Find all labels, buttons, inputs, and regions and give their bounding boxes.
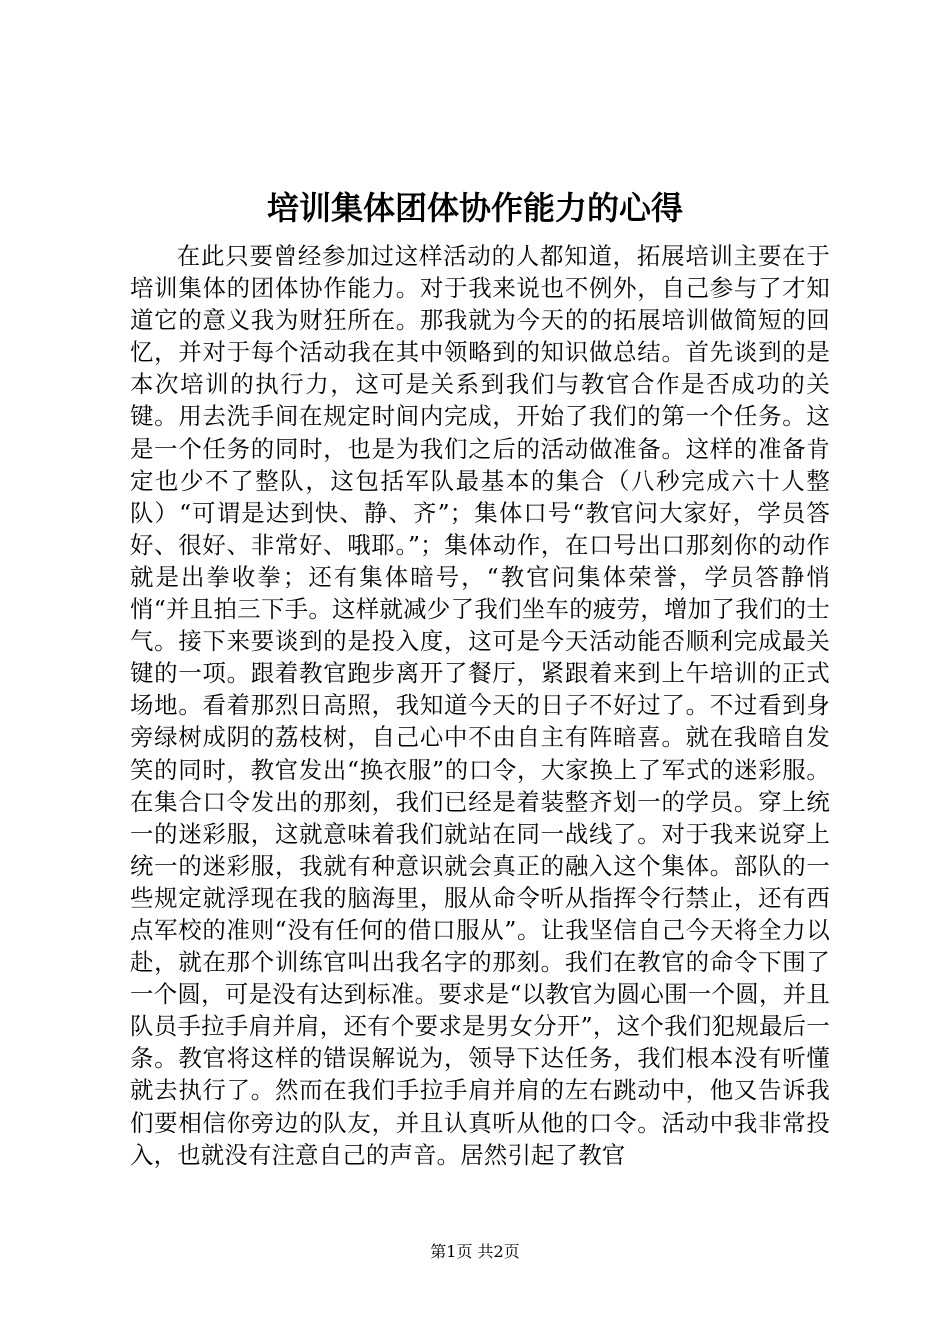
document-title: 培训集体团体协作能力的心得 — [266, 189, 683, 227]
body-paragraph: 在此只要曾经参加过这样活动的人都知道，拓展培训主要在于培训集体的团体协作能力。对于我来说也不例外，自己参与了才知道它的意义我为财狂所在。那我就为今天的的拓展培训做简短的回忆，并对于每个活动我在其中领略到的知识做总结。首先谈到的是本次培训的执行力，这可是关系到我们与教官合作是否成功的关键。用去洗手间在规定时间内完成，开始了我们的第一个任务。这是一个任务的同时，也是为我们之后的活动做准备。这样的准备肯定也少不了整队，这包括军队最基本的集合（八秒完成六十人整队）“可谓是达到快、静、齐”；集体口号“教官问大家好，学员答好、很好、非常好、哦耶。”；集体动作，在口号出口那刻你的动作就是出拳收拳；还有集体暗号，“教官问集体荣誉，学员答静悄悄“并且拍三下手。这样就减少了我们坐车的疲劳，增加了我们的士气。接下来要谈到的是投入度，这可是今天活动能否顺利完成最关键的一项。跟着教官跑步离开了餐厅，紧跟着来到上午培训的正式场地。看着那烈日高照，我知道今天的日子不好过了。不过看到身旁绿树成阴的荔枝树，自己心中不由自主有阵暗喜。就在我暗自发笑的同时，教官发出“换衣服”的口令，大家换上了军式的迷彩服。在集合口令发出的那刻，我们已经是着装整齐划一的学员。穿上统一的迷彩服，这就意味着我们就站在同一战线了。对于我来说穿上统一的迷彩服，我就有种意识就会真正的融入这个集体。部队的一些规定就浮现在我的脑海里，服从命令听从指挥令行禁止，还有西点军校的准则“没有任何的借口服从”。让我坚信自己今天将全力以赴，就在那个训练官叫出我名字的那刻。我们在教官的命令下围了一个圆，可是没有达到标准。要求是“以教官为圆心围一个圆，并且队员手拉手肩并肩，还有个要求是男女分开”，这个我们犯规最后一条。教官将这样的错误解说为，领导下达任务，我们根本没有听懂就去执行了。然而在我们手拉手肩并肩的左右跳动中，他又告诉我们要相信你旁边的队友，并且认真听从他的口令。活动中我非常投入，也就没有注意自己的声音。居然引起了教官 — [130, 242, 830, 1169]
page-footer: 第1页 共2页 — [430, 1242, 520, 1261]
